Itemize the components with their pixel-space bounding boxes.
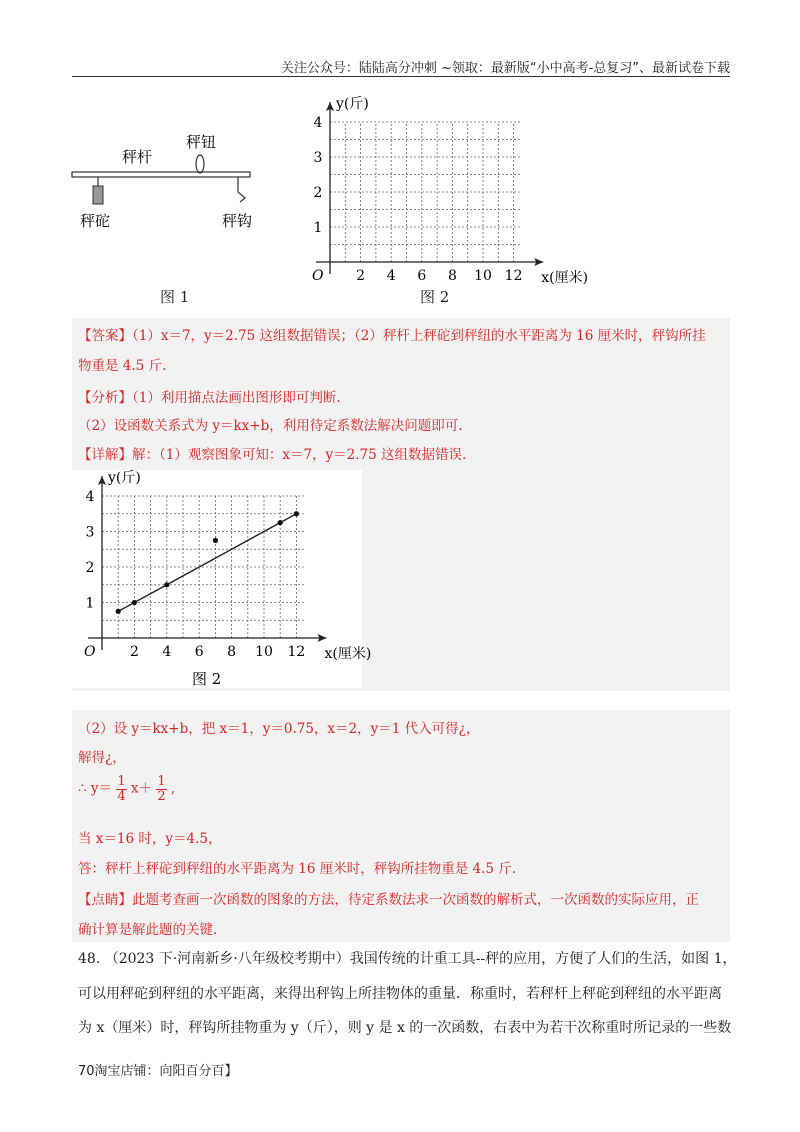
y-tick-label: 4: [85, 489, 95, 505]
y-tick-label: 2: [85, 560, 95, 576]
y-tick-label: 3: [313, 150, 323, 166]
x-tick-label: 12: [287, 644, 306, 660]
x-tick-label: 12: [504, 268, 523, 284]
y-tick-label: 4: [313, 115, 323, 131]
question-line-2: 可以用秤砣到秤纽的水平距离，来得出秤钩上所挂物体的重量．称重时，若秤杆上秤砣到秤纽的水平距离: [78, 986, 722, 1002]
analysis-line-2: （2）设函数关系式为 y＝kx+b，利用待定系数法解决问题即可.: [78, 418, 463, 434]
y-tick-label: 3: [85, 524, 95, 541]
y-axis-label: y(斤): [108, 470, 141, 486]
figure-1-steelyard: [60, 120, 280, 240]
x-tick-label: 4: [162, 644, 172, 660]
figure-2-chart: [72, 470, 372, 688]
analysis-line-1: 【分析】（1）利用描点法画出图形即可判断.: [78, 390, 341, 406]
y-tick-label: 2: [313, 185, 323, 201]
data-point: [164, 582, 169, 587]
solution2-line-5: 答：秤杆上秤砣到秤纽的水平距离为 16 厘米时，秤钩所挂物重是 4.5 斤.: [78, 861, 517, 877]
x-axis-label: x(厘米): [541, 270, 589, 286]
y-tick-label: 1: [313, 220, 323, 236]
y-tick-label: 1: [85, 595, 95, 612]
x-tick-label: 4: [386, 268, 396, 284]
figure-2-label: 图 2: [420, 288, 450, 306]
data-point: [213, 538, 218, 543]
x-tick-label: 2: [129, 644, 139, 660]
label-gou: 秤钩: [222, 212, 253, 230]
x-tick-label: 10: [255, 644, 273, 660]
chart-caption: 图 2: [192, 670, 222, 688]
fraction-one-quarter: $\frac{1}{4}$: [117, 774, 126, 804]
beam: [72, 172, 250, 177]
knob: [196, 155, 204, 173]
x-tick-label: 8: [447, 268, 457, 284]
answer-line-2: 物重是 4.5 斤.: [78, 358, 167, 374]
origin-label: O: [312, 268, 324, 284]
x-tick-label: 8: [227, 644, 237, 660]
label-gan: 秤杆: [122, 148, 153, 166]
comment-line-1: 【点睛】此题考查画一次函数的图象的方法，待定系数法求一次函数的解析式，一次函数的实际应用，正: [78, 892, 699, 908]
counterweight: [93, 186, 103, 204]
detail-line-1: 【详解】解：（1）观察图象可知：x＝7，y＝2.75 这组数据错误.: [78, 447, 467, 463]
solution2-line-1: （2）设 y＝kx+b，把 x＝1，y＝0.75，x＝2，y＝1 代入可得¿，: [78, 721, 480, 737]
data-point: [294, 511, 299, 516]
header-rule: [72, 76, 730, 77]
fraction-one-half: $\frac{1}{2}$: [157, 774, 166, 804]
fit-line: [118, 514, 296, 612]
answer-line-1: 【答案】（1）x＝7，y＝2.75 这组数据错误；（2）秤杆上秤砣到秤纽的水平距离为 16 厘米时，秤钩所挂: [78, 328, 706, 344]
comment-line-2: 确计算是解此题的关键.: [78, 922, 218, 938]
figure-1-label: 图 1: [160, 288, 190, 306]
x-tick-label: 6: [417, 268, 427, 284]
page-header: 关注公众号：陆陆高分冲刺 ~领取：最新版“小中高考-总复习”、最新试卷下载: [280, 61, 730, 76]
data-point: [132, 600, 137, 605]
solution2-line-2: 解得¿，: [78, 750, 126, 766]
data-point: [116, 609, 121, 614]
origin-label: O: [84, 644, 96, 660]
x-tick-label: 6: [194, 644, 204, 660]
solution2-line-3: ∴ y＝ $\frac{1}{4}$ x＋ $\frac{1}{2}$ ,: [78, 774, 176, 804]
y-axis-label: y(斤): [336, 96, 369, 112]
x-axis-label: x(厘米): [324, 646, 372, 662]
page-footer: 70淘宝店铺：向阳百分百】: [78, 1064, 238, 1079]
x-tick-label: 10: [474, 268, 492, 284]
label-tuo: 秤砣: [80, 212, 111, 230]
solution2-line-4: 当 x＝16 时，y＝4.5，: [78, 831, 222, 847]
data-point: [278, 520, 283, 525]
label-niu: 秤钮: [186, 133, 217, 151]
figure-2-empty-grid: [300, 96, 600, 296]
question-line-1: 48. （2023 下·河南新乡·八年级校考期中）我国传统的计重工具--秤的应用，方便了人们的生活，如图 1，: [78, 951, 737, 967]
x-tick-label: 2: [356, 268, 366, 284]
hook: [238, 177, 245, 202]
question-line-3: 为 x（厘米）时，秤钩所挂物重为 y（斤），则 y 是 x 的一次函数，右表中为若干次称重时所记录的一些数: [78, 1020, 732, 1036]
